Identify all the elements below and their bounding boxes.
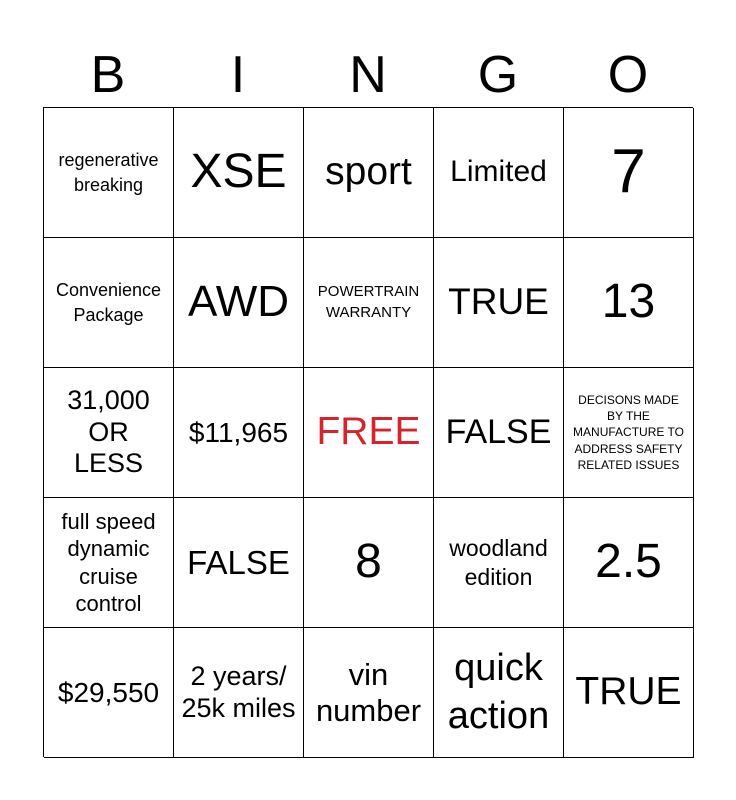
bingo-cell-r2-c4[interactable]	[434, 238, 564, 368]
cell-text: vin number	[315, 656, 422, 728]
cell-text: quick action	[447, 647, 550, 737]
cell-text: DECISONS MADE BY THE MANUFACTURE TO ADDRESS SAFETY RELATED ISSUES	[573, 393, 684, 472]
header-letter-b: B	[90, 46, 126, 104]
cell-text: woodland edition	[449, 534, 548, 590]
bingo-cell-r3-c4[interactable]	[434, 368, 564, 498]
free-space-label: FREE	[316, 410, 421, 454]
cell-text: POWERTRAIN WARRANTY	[317, 283, 420, 321]
cell-text: $11,965	[188, 416, 289, 448]
cell-text: sport	[325, 150, 412, 194]
cell-text: TRUE	[575, 670, 682, 714]
bingo-cell-r5-c3[interactable]	[304, 628, 434, 758]
bingo-cell-r4-c1[interactable]	[44, 498, 174, 628]
bingo-cell-r1-c5[interactable]	[564, 108, 694, 238]
cell-text: 8	[355, 535, 382, 589]
cell-text: regenerative breaking	[58, 150, 159, 195]
bingo-cell-r1-c1[interactable]	[44, 108, 174, 238]
bingo-cell-r3-c5[interactable]	[564, 368, 694, 498]
bingo-cell-r3-c1[interactable]	[44, 368, 174, 498]
header-letter-i: I	[230, 46, 246, 104]
bingo-cell-r5-c4[interactable]	[434, 628, 564, 758]
cell-text: AWD	[187, 277, 290, 327]
cell-text: FALSE	[187, 543, 290, 581]
bingo-cell-r2-c2[interactable]	[174, 238, 304, 368]
bingo-cell-r4-c5[interactable]	[564, 498, 694, 628]
cell-text: FALSE	[445, 413, 552, 452]
header-letter-g: G	[477, 46, 519, 104]
cell-text: TRUE	[448, 281, 549, 323]
cell-text: Convenience Package	[55, 280, 162, 325]
bingo-cell-r2-c5[interactable]	[564, 238, 694, 368]
cell-text: 13	[601, 275, 656, 329]
bingo-cell-r3-c2[interactable]	[174, 368, 304, 498]
bingo-header	[43, 42, 693, 108]
cell-text: 7	[611, 137, 646, 207]
bingo-cell-r5-c5[interactable]	[564, 628, 694, 758]
cell-text: Limited	[450, 155, 547, 189]
bingo-cell-r1-c4[interactable]	[434, 108, 564, 238]
cell-text: 31,000 OR LESS	[67, 384, 150, 479]
bingo-cell-r4-c4[interactable]	[434, 498, 564, 628]
cell-text: 2 years/ 25k miles	[181, 660, 296, 723]
bingo-cell-r5-c2[interactable]	[174, 628, 304, 758]
cell-text: $29,550	[57, 676, 160, 708]
cell-text: 2.5	[595, 535, 662, 589]
bingo-cell-r4-c3[interactable]	[304, 498, 434, 628]
bingo-cell-r1-c3[interactable]	[304, 108, 434, 238]
bingo-grid	[43, 107, 693, 757]
cell-text: full speed dynamic cruise control	[61, 508, 156, 616]
header-letter-o: O	[607, 46, 649, 104]
cell-text: XSE	[190, 145, 287, 199]
bingo-cell-r2-c3[interactable]	[304, 238, 434, 368]
header-letter-n: N	[349, 46, 387, 104]
bingo-cell-r2-c1[interactable]	[44, 238, 174, 368]
bingo-cell-r5-c1[interactable]	[44, 628, 174, 758]
bingo-cell-r1-c2[interactable]	[174, 108, 304, 238]
bingo-cell-free[interactable]	[304, 368, 434, 498]
bingo-cell-r4-c2[interactable]	[174, 498, 304, 628]
